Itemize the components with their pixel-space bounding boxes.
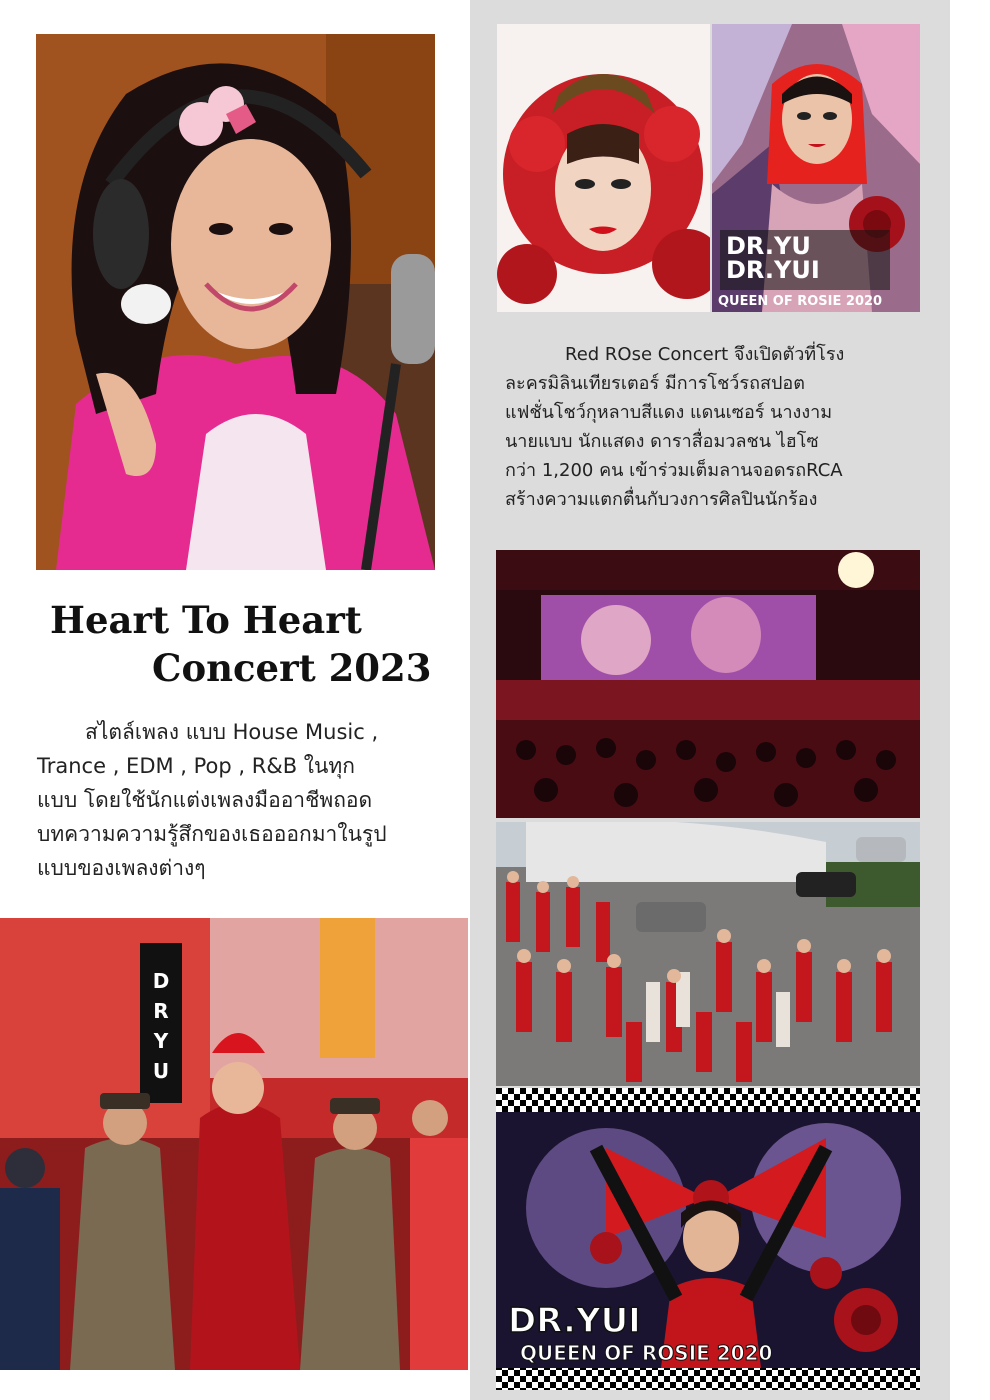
right-line-3: แฟชั่นโชว์กุหลาบสีแดง แดนเซอร์ นางงาม [505, 402, 833, 423]
svg-text:U: U [152, 1059, 170, 1083]
bottom-poster-subtitle: QUEEN OF ROSIE 2020 [520, 1341, 773, 1365]
parking-lot-crowd-photo [496, 822, 920, 1086]
poster-logo-subtitle: QUEEN OF ROSIE 2020 [718, 294, 883, 309]
left-line-4: บทความความรู้สึกของเธอออกมาในรูป [37, 822, 387, 846]
red-carpet-parade-photo [0, 918, 468, 1370]
right-line-6: สร้างความแตกตื่นกับวงการศิลปินนักร้อง [505, 489, 818, 510]
left-description [37, 715, 437, 885]
left-line-2: Trance , EDM , Pop , R&B ในทุก [37, 754, 355, 778]
left-line-5: แบบของเพลงต่างๆ [37, 856, 206, 880]
svg-text:Y: Y [153, 1029, 169, 1053]
poster-red-bow-dr-yui [496, 1088, 920, 1390]
right-line-4: นายแบบ นักแสดง ดาราสื่อมวลชน ไฮโซ [505, 431, 819, 452]
poster-rose-crown [497, 24, 710, 312]
right-description [505, 340, 925, 514]
left-line-3: แบบ โดยใช้นักแต่งเพลงมืออาชีพถอด [37, 788, 373, 812]
poster-dr-yui-queen-of-rosie [712, 24, 920, 312]
bottom-poster-logo: DR.YUI [508, 1301, 641, 1341]
right-line-5: กว่า 1,200 คน เข้าร่วมเต็มลานจอดรถRCA [505, 460, 843, 481]
concert-title-line1: Heart To Heart [50, 598, 362, 642]
poster-logo-b: DR.YUI [726, 256, 820, 284]
svg-text:R: R [153, 999, 169, 1023]
banner-logo-d: D [152, 969, 170, 993]
left-line-1: สไตล์เพลง แบบ House Music , [85, 720, 379, 744]
poster-logo-a: DR.YU [726, 232, 811, 260]
concert-title-line2: Concert 2023 [152, 646, 432, 690]
right-line-1: Red ROse Concert จึงเปิดตัวที่โรง [565, 344, 845, 365]
concert-hall-photo [496, 550, 920, 818]
singer-studio-photo [36, 34, 435, 570]
right-line-2: ละครมิลินเทียรเตอร์ มีการโชว์รถสปอต [505, 373, 805, 394]
